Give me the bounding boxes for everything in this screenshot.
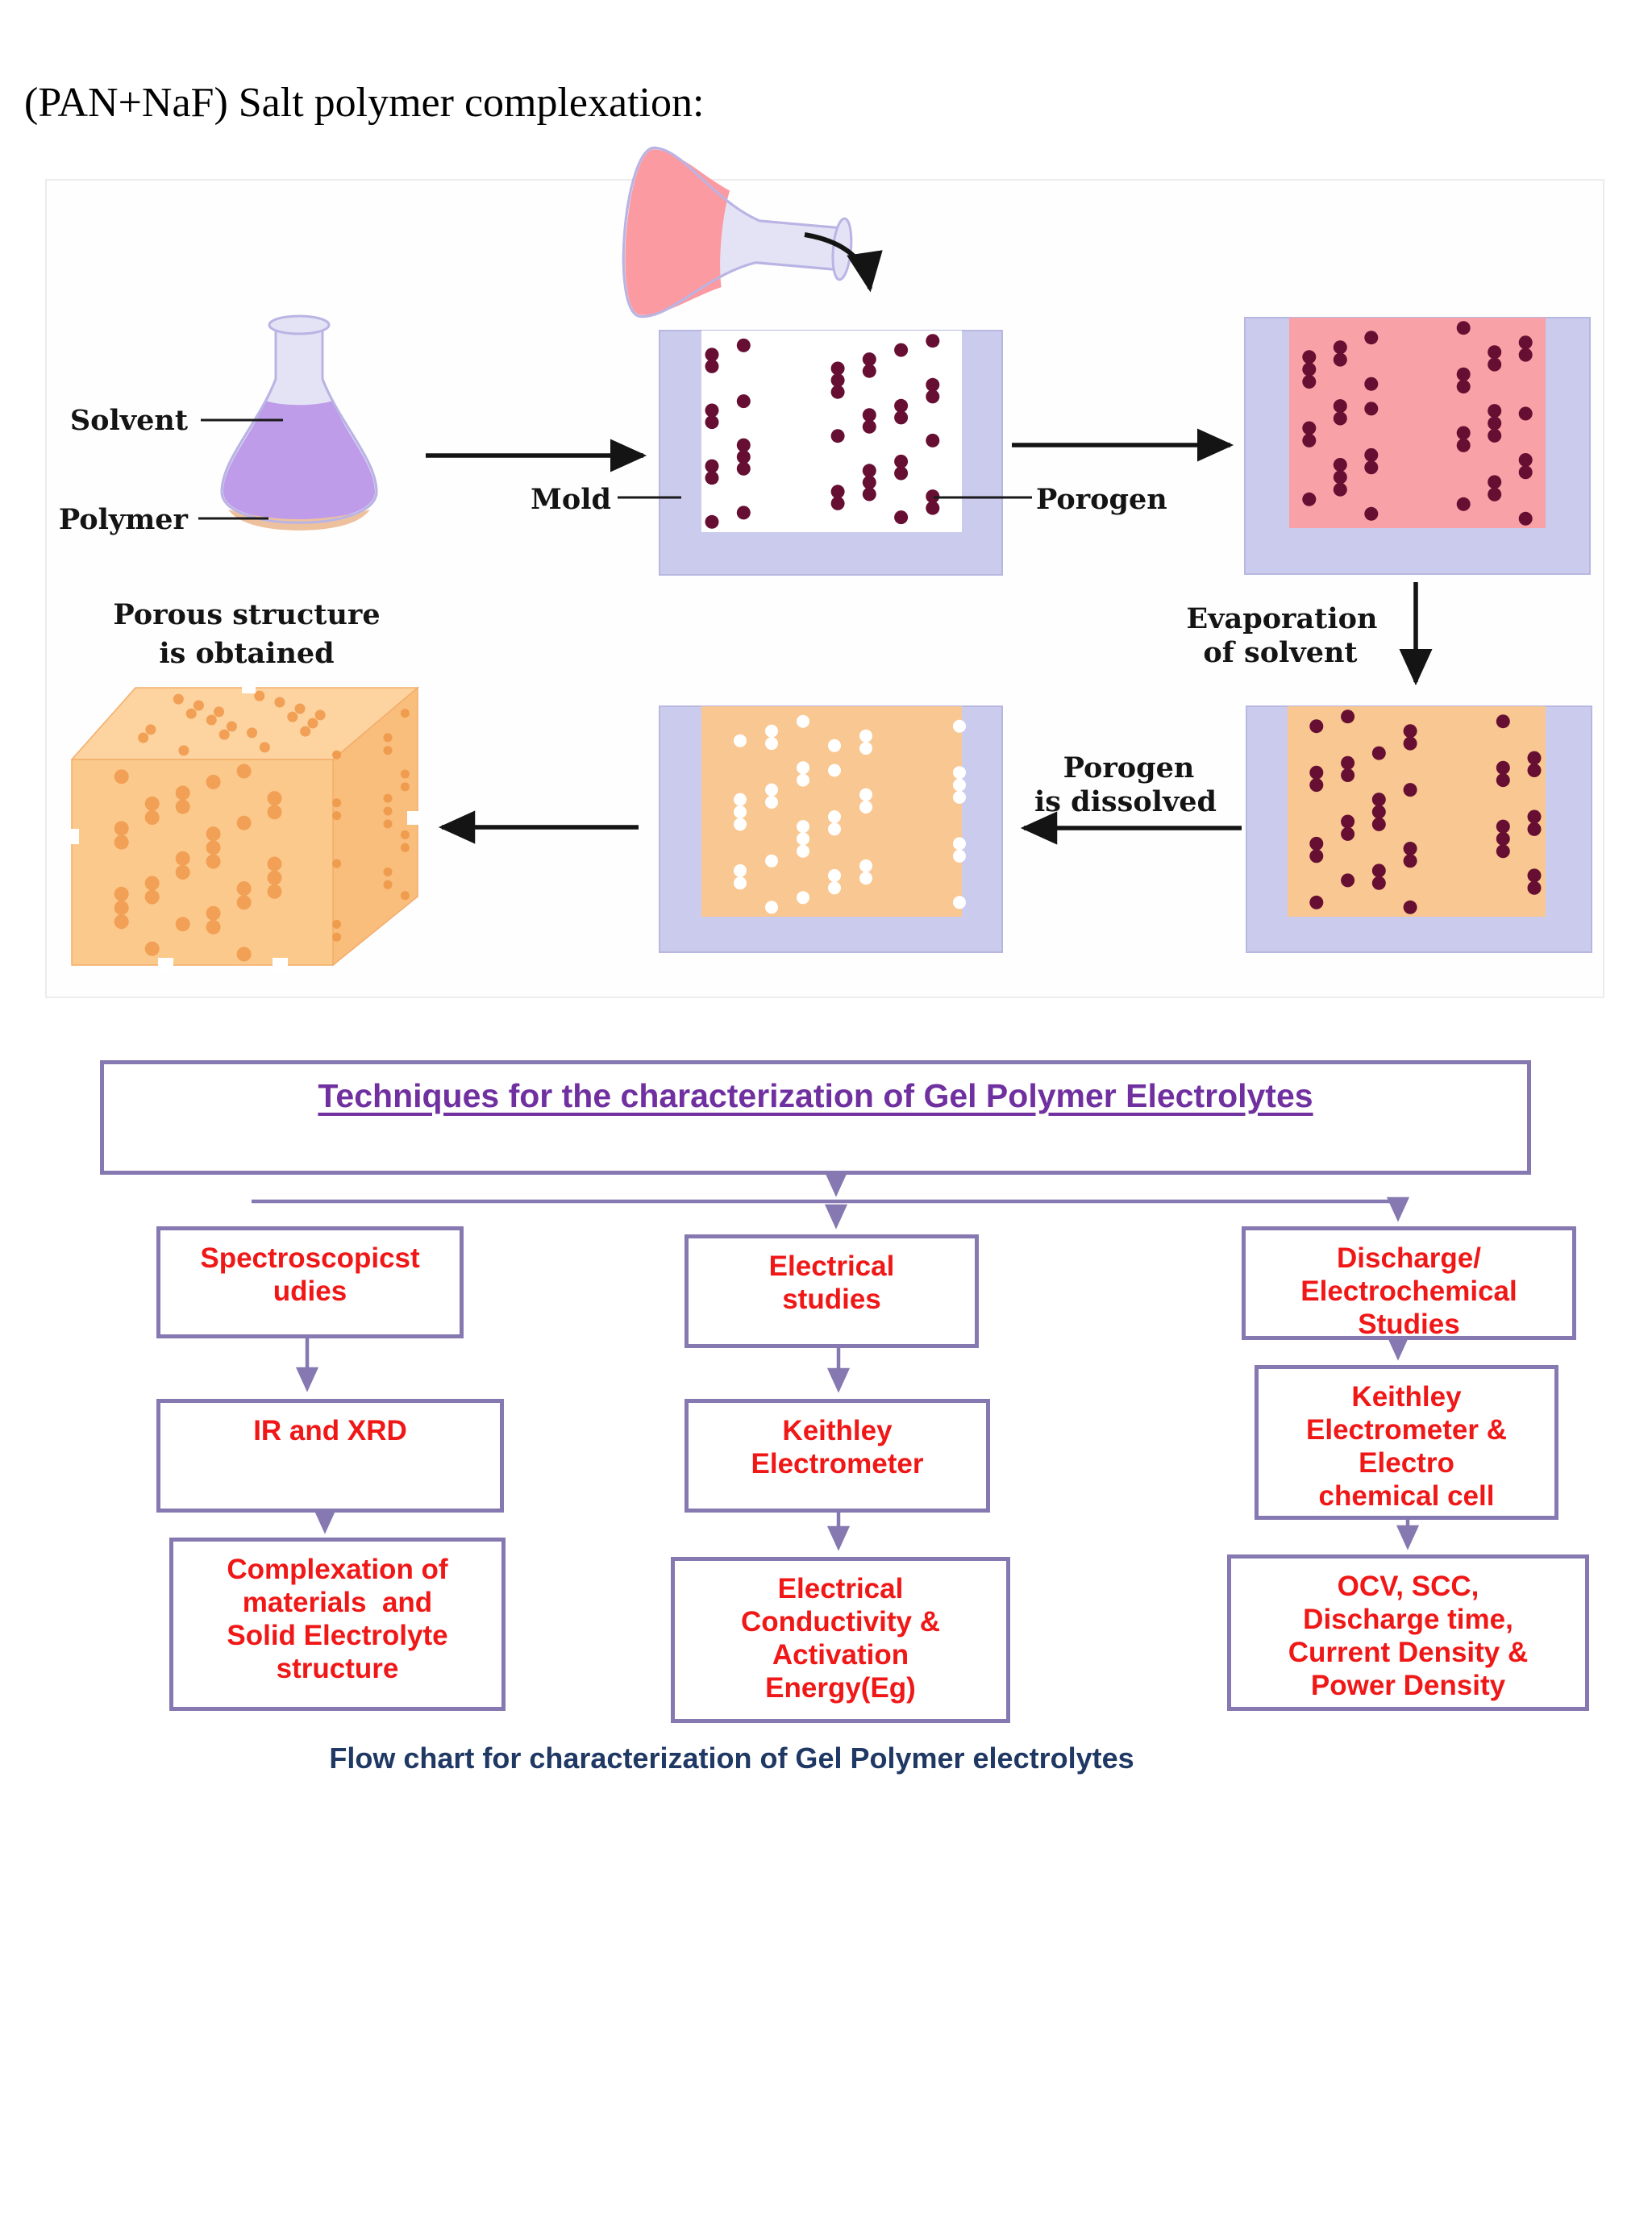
box-line: Power Density: [1310, 1670, 1506, 1701]
box-line: Activation: [772, 1639, 909, 1671]
mold-with-solution: [1245, 318, 1590, 574]
box-line: materials and: [242, 1587, 433, 1618]
box-line: Electrometer &: [1306, 1414, 1507, 1446]
porogen-dissolved-label-line2: is dissolved: [1034, 785, 1217, 818]
evaporation-label-line1: Evaporation: [1186, 602, 1378, 635]
porous-structure-label-line1: Porous structure: [113, 598, 381, 631]
box-line: Electrical: [777, 1573, 904, 1604]
porogen-dissolved-label-line1: Porogen: [1063, 751, 1195, 784]
flowchart-title-box: [100, 1060, 1531, 1175]
porous-structure-cube: [65, 682, 421, 971]
box-line: Electrical: [768, 1251, 895, 1282]
flowchart-box-ocv-scc: [1227, 1554, 1589, 1711]
mold-porogen-dissolved: [660, 706, 1002, 952]
flowchart-box-complexation: [169, 1538, 506, 1711]
porous-structure-label-line2: is obtained: [159, 637, 335, 670]
flowchart-box-electrical-studies: [685, 1234, 979, 1348]
flowchart-box-ir-xrd: [156, 1399, 504, 1513]
box-line: Electrochemical: [1300, 1276, 1517, 1307]
box-line: Discharge/: [1337, 1242, 1481, 1274]
flowchart-box-keithley-electrometer: [685, 1399, 990, 1513]
flowchart-box-keithley-electrochemical-cell: [1255, 1365, 1558, 1520]
mold-with-porogen: [660, 331, 1002, 575]
flowchart-box-spectroscopic-studies: [156, 1226, 464, 1338]
box-line: Studies: [1358, 1309, 1460, 1340]
mold-after-evaporation: [1246, 706, 1592, 952]
box-line: Solid Electrolyte: [227, 1620, 448, 1651]
flowchart-box-conductivity-activation: [671, 1557, 1010, 1723]
box-line: Keithley: [1351, 1381, 1462, 1413]
box-line: Current Density &: [1288, 1637, 1529, 1668]
solvent-label: Solvent: [69, 404, 188, 437]
box-line: udies: [273, 1276, 347, 1307]
box-line: Electrometer: [751, 1448, 924, 1479]
box-line: studies: [782, 1284, 881, 1315]
box-line: Energy(Eg): [765, 1672, 916, 1704]
polymer-label: Polymer: [58, 503, 188, 536]
flask-lip: [269, 316, 329, 334]
evaporation-label-line2: of solvent: [1203, 636, 1358, 669]
mold-label: Mold: [531, 483, 611, 516]
flowchart-box-discharge-electrochemical: [1242, 1226, 1576, 1340]
box-line: Keithley: [782, 1415, 893, 1446]
box-line: Complexation of: [227, 1554, 448, 1585]
box-line: OCV, SCC,: [1337, 1571, 1479, 1602]
box-line: chemical cell: [1318, 1480, 1495, 1512]
flowchart-title: Techniques for the characterization of Gel Polymer Electrolytes: [318, 1077, 1313, 1114]
box-line: structure: [276, 1653, 399, 1684]
box-line: IR and XRD: [253, 1415, 407, 1446]
box-line: Conductivity &: [741, 1606, 940, 1638]
flowchart-caption: Flow chart for characterization of Gel Polymer electrolytes: [329, 1742, 1134, 1775]
box-line: Spectroscopicst: [200, 1242, 420, 1274]
page-title: (PAN+NaF) Salt polymer complexation:: [24, 80, 705, 126]
box-line: Electro: [1359, 1447, 1454, 1479]
porogen-label: Porogen: [1036, 483, 1167, 516]
box-line: Discharge time,: [1303, 1604, 1513, 1635]
